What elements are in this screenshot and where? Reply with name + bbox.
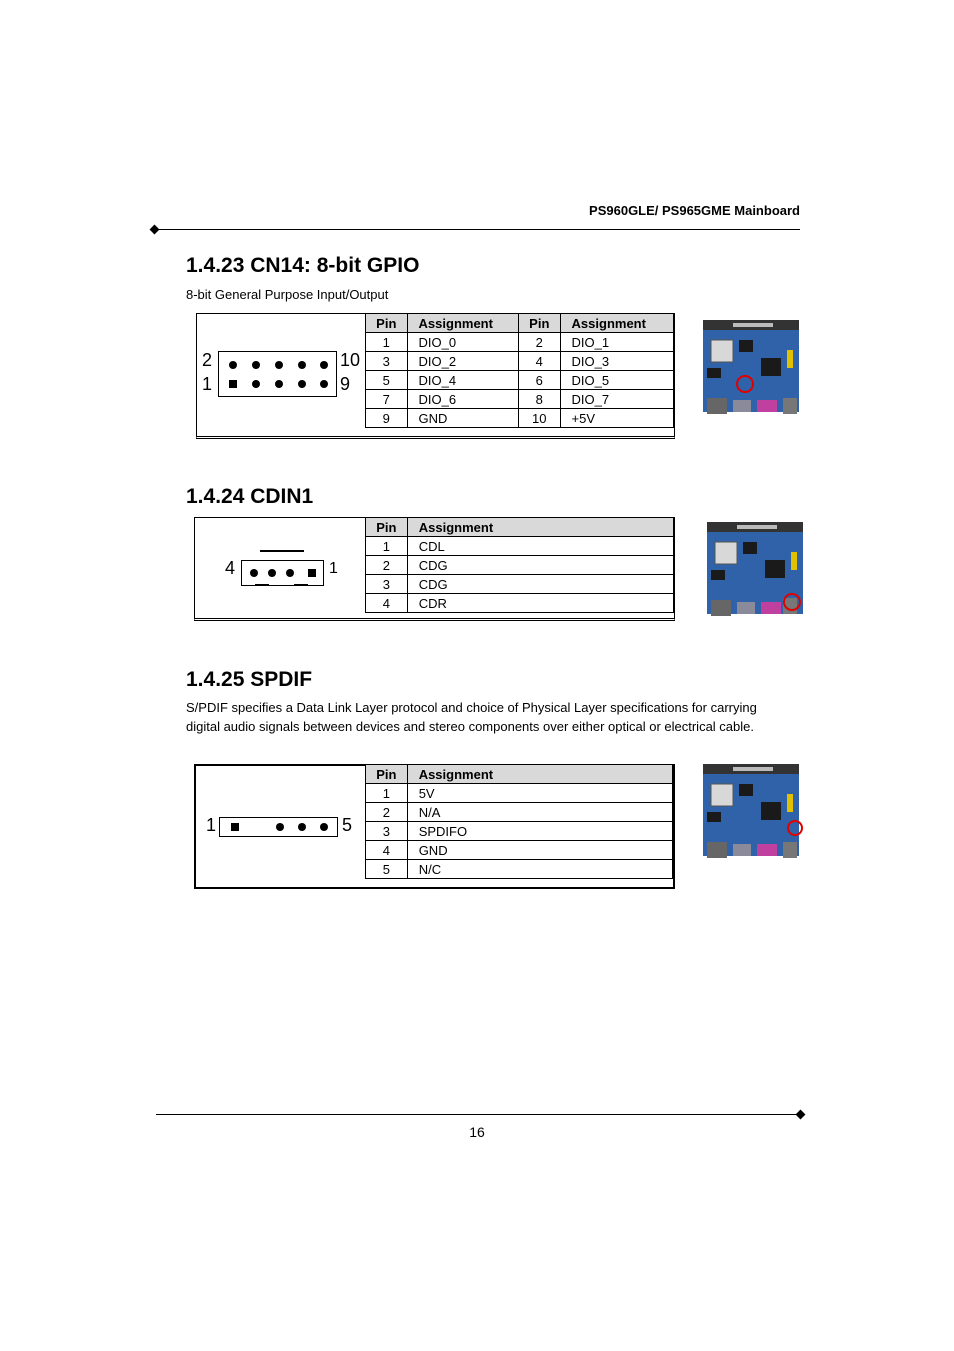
section-description-spdif: S/PDIF specifies a Data Link Layer protocol and choice of Physical Layer specifications for carrying digital audio signals between devices and stereo components over either optical or electrical cable. [186,700,757,734]
table-row: 7 DIO_6 8 DIO_7 [366,390,674,409]
cdin1-label-right: 1 [329,560,338,577]
table-header-row: Pin Assignment Pin Assignment [366,314,674,333]
table-row: 3 DIO_2 4 DIO_3 [366,352,674,371]
footer-diamond-icon [796,1110,806,1120]
table-header-row: Pin Assignment [366,518,674,537]
cdin1-pinout-panel [194,517,675,621]
table-row: 1 5V [366,784,673,803]
table-row: 2 CDG [366,556,674,575]
table-row: 9 GND 10 +5V [366,409,674,428]
section-heading-cn14: 1.4.23 CN14: 8-bit GPIO [186,254,420,277]
table-row: 4 CDR [366,594,674,613]
header-rule [156,229,800,230]
cdin1-connector-diagram [241,560,324,586]
cn14-label-bottom-right: 9 [340,374,351,394]
mainboard-location-image-spdif [703,764,803,864]
table-row: 1 DIO_0 2 DIO_1 [366,333,674,352]
pin1-square-marker [308,569,316,577]
table-row: 4 GND [366,841,673,860]
section-heading-cdin1: 1.4.24 CDIN1 [186,485,314,508]
cn14-pinout-panel [196,313,675,439]
spdif-connector-diagram [219,817,338,837]
footer-rule [156,1114,800,1115]
section-description-cn14: 8-bit General Purpose Input/Output [186,287,389,302]
cn14-label-top-right: 10 [340,350,361,370]
mainboard-location-image-cdin1 [707,522,804,622]
table-row: 2 N/A [366,803,673,822]
cdin1-label-left: 4 [225,558,236,578]
pin1-square-marker [229,380,237,388]
cn14-label-bottom-left: 1 [202,374,213,394]
pin1-square-marker [231,823,239,831]
table-row: 5 DIO_4 6 DIO_5 [366,371,674,390]
spdif-label-left: 1 [206,815,217,835]
cdin1-connector-latch [260,550,304,552]
table-row: 5 N/C [366,860,673,879]
table-header-row: Pin Assignment [366,765,673,784]
table-row: 1 CDL [366,537,674,556]
document-header-title: PS960GLE/ PS965GME Mainboard [589,203,800,218]
cn14-connector-diagram [218,351,337,397]
table-row: 3 SPDIFO [366,822,673,841]
spdif-pin-table [365,764,673,879]
section-heading-spdif: 1.4.25 SPDIF [186,668,313,691]
cdin1-pin-table [365,517,674,613]
cn14-label-top-left: 2 [202,350,213,370]
spdif-pinout-panel [194,764,675,889]
mainboard-location-image-cn14 [703,320,800,420]
cn14-pin-table [365,313,674,428]
table-row: 3 CDG [366,575,674,594]
spdif-label-right: 5 [342,815,353,835]
page-number: 16 [469,1124,485,1140]
